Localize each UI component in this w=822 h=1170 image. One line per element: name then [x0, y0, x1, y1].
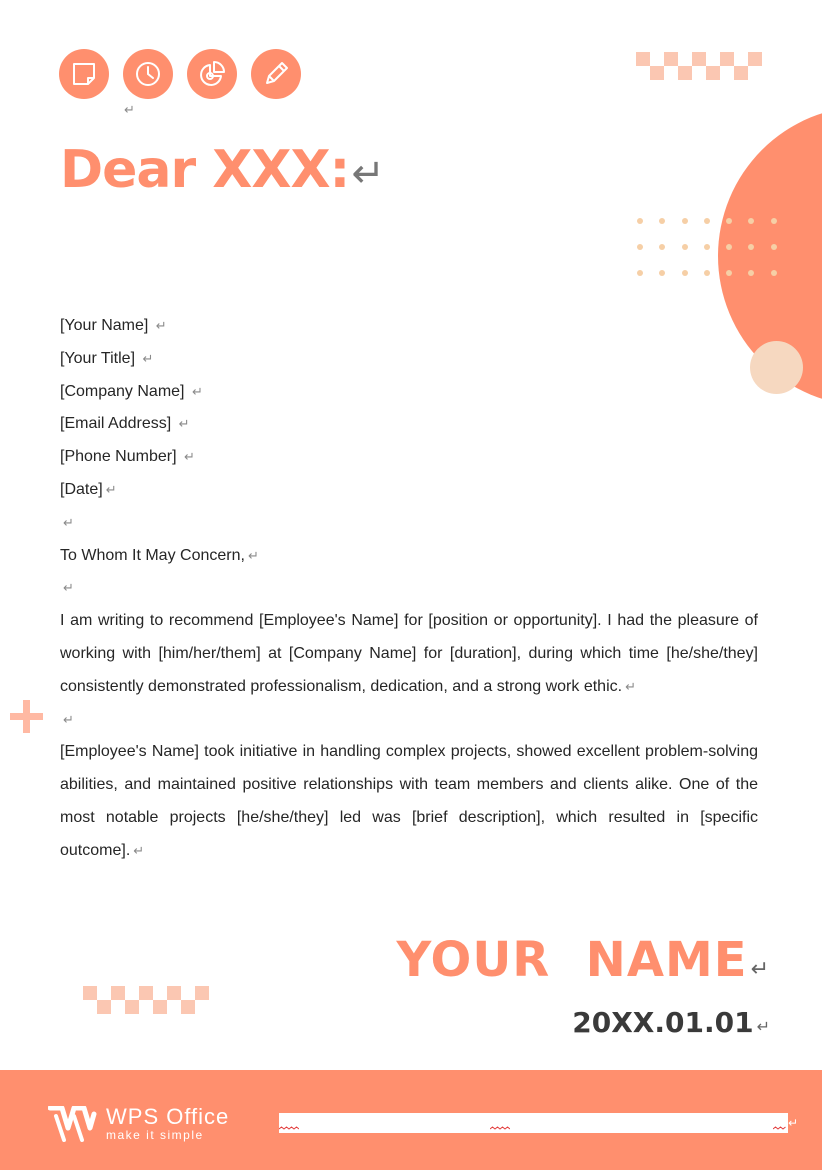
blank-line: ↵: [63, 514, 74, 530]
paragraph-1: I am writing to recommend [Employee's Name] for [position or opportunity]. I had the pleasure of working with [him/her/them] at [Company Name] for [duration], during which time [he/she/they] consistently demonstrated professionalism, dedication, and a strong work ethic. ↵: [60, 612, 758, 695]
sender-phone: [Phone Number] ↵: [60, 448, 195, 466]
sender-company: [Company Name] ↵: [60, 382, 203, 400]
wps-tagline: make it simple: [106, 1128, 204, 1142]
footer-text-bar: [279, 1113, 788, 1133]
clock-icon: [123, 49, 173, 99]
letter-greeting-title: Dear XXX:↵: [60, 140, 384, 200]
footer-band: [0, 1070, 822, 1170]
letter-body: [60, 310, 758, 868]
spellcheck-squiggle: [490, 1126, 510, 1131]
plus-decoration: [10, 700, 43, 733]
checker-pattern-top: [636, 52, 762, 80]
salutation: To Whom It May Concern, ↵: [60, 546, 259, 564]
sender-name: [Your Name] ↵: [60, 317, 167, 334]
paragraph-2: [Employee's Name] took initiative in handling complex projects, showed excellent problem-solving abilities, and maintained positive relationships with team members and clients alike. One of the most notable projects [he/she/they] led was [brief description], which resulted in [specific outcome]. ↵: [60, 743, 758, 859]
blank-line: ↵: [63, 580, 74, 596]
dot-grid-pattern: [637, 218, 793, 276]
return-mark: ↵: [124, 102, 135, 117]
wps-logo-icon: [48, 1106, 100, 1142]
spellcheck-squiggle: [279, 1126, 299, 1131]
document-icon: [59, 49, 109, 99]
checker-pattern-bottom: [83, 986, 209, 1014]
signature-date: 20XX.01.01 ↵: [572, 1006, 770, 1039]
wps-brand-name: WPS Office: [106, 1104, 230, 1129]
blank-line: ↵: [63, 711, 74, 727]
wps-office-logo: [48, 1106, 229, 1142]
pencil-icon: [251, 49, 301, 99]
return-mark: ↵: [788, 1116, 799, 1130]
sender-title: [Your Title] ↵: [60, 349, 154, 367]
sender-email: [Email Address] ↵: [60, 415, 190, 433]
pie-chart-icon: [187, 49, 237, 99]
sender-date: [Date] ↵: [60, 480, 117, 498]
spellcheck-squiggle: [773, 1126, 787, 1131]
signature-name: YOUR NAME ↵: [396, 932, 770, 988]
